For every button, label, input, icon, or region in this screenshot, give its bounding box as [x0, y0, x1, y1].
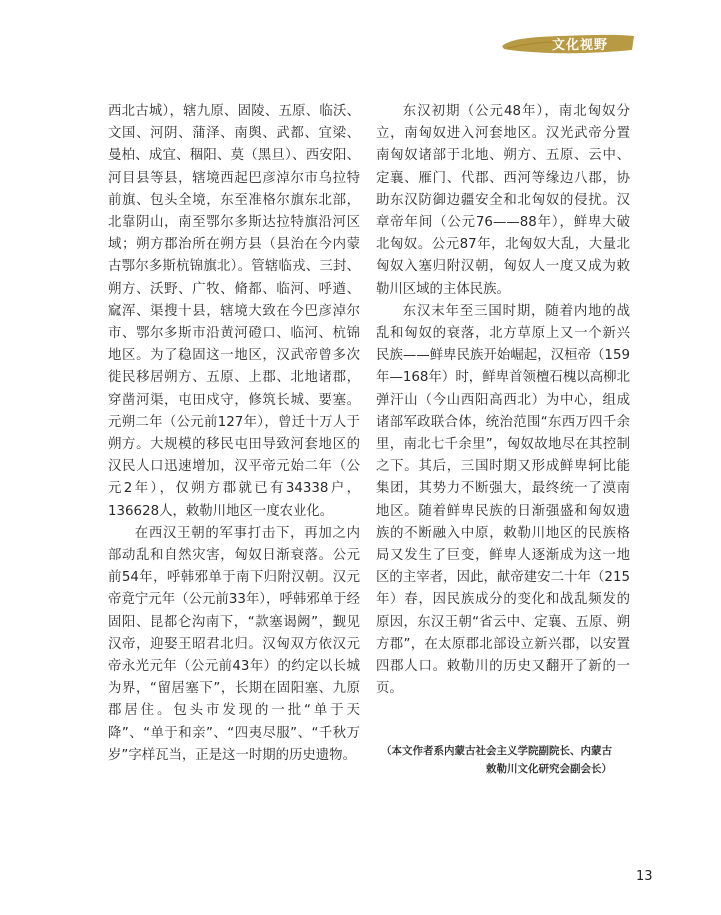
section-banner — [500, 30, 635, 58]
paragraph: 东汉末年至三国时期，随着内地的战乱和匈奴的衰落，北方草原上又一个新兴民族——鲜卑民族开始崛起，汉桓帝（159年—168年）时，鲜卑首领檀石槐以高柳北弹汗山（今山西阳高西北）为中心，组成诸部军政联合体，统治范围“东西万四千余里，南北七千余里”，匈奴故地尽在其控制之下。其后，三国时期又形成鲜卑轲比能集团，其势力不断强大，最终统一了漠南地区。随着鲜卑民族的日渐强盛和匈奴遗族的不断融入中原，敕勒川地区的民族格局又发生了巨变，鲜卑人逐渐成为这一地区的主宰者，因此，献帝建安二十年（215年）春，因民族成分的变化和战乱频发的原因，东汉王朝“省云中、定襄、五原、朔方郡”，在太原郡北部设立新兴郡，以安置四郡人口。敕勒川的历史又翻开了新的一页。 — [376, 303, 630, 697]
paragraph: 东汉初期（公元48年），南北匈奴分立，南匈奴进入河套地区。汉光武帝分置南匈奴诸部于北地、朔方、五原、云中、定襄、雁门、代郡、西河等缘边八郡，协助东汉防御边疆安全和北匈奴的侵扰。汉章帝年间（公元76——88年），鲜卑大破北匈奴。公元87年，北匈奴大乱，大量北匈奴入塞归附汉朝，匈奴人一度又成为敕勒川区域的主体民族。 — [376, 104, 630, 297]
paragraph: 西北古城），辖九原、固陵、五原、临沃、文国、河阴、蒲泽、南舆、武都、宜梁、曼柏、成宜、稒阳、莫（黑旦）、西安阳、河目县等县，辖境西起巴彦淖尔市乌拉特前旗、包头全境，东至准格尔旗东北部，北靠阴山，南至鄂尔多斯达拉特旗沿河区域；朔方郡治所在朔方县（县治在今内蒙古鄂尔多斯杭锦旗北）。管辖临戎、三封、朔方、沃野、广牧、脩都、临河、呼遒、窳浑、渠搜十县，辖境大致在今巴彦淖尔市、鄂尔多斯市沿黄河磴口、临河、杭锦地区。为了稳固这一地区，汉武帝曾多次徙民移居朔方、五原、上郡、北地诸郡，穿凿河渠，屯田戍守，修筑长城、要塞。元朔二年（公元前127年），曾迁十万人于朔方。大规模的移民屯田导致河套地区的汉民人口迅速增加，汉平帝元始二年（公元2年），仅朔方郡就已有34338户，136628人，敕勒川地区一度农业化。 — [108, 104, 360, 519]
article-column-left — [108, 101, 360, 767]
author-note: （本文作者系内蒙古社会主义学院副院长、内蒙古敕勒川文化研究会副会长） — [381, 745, 612, 775]
page-number: 13 — [636, 869, 653, 884]
article-column-right — [376, 101, 630, 700]
section-title: 文化视野 — [552, 38, 609, 53]
paragraph: 在西汉王朝的军事打击下，再加之内部动乱和自然灾害，匈奴日渐衰落。公元前54年，呼韩邪单于南下归附汉朝。汉元帝竟宁元年（公元前33年），呼韩邪单于经固阳、昆都仑沟南下，“款塞谒阙”，觐见汉帝，迎娶王昭君北归。汉匈双方依汉元帝永光元年（公元前43年）的约定以长城为界，“留居塞下”，长期在固阳塞、九原郡居住。包头市发现的一批“单于天降”、“单于和亲”、“四夷尽服”、“千秋万岁”字样瓦当，正是这一时期的历史遗物。 — [108, 525, 360, 763]
